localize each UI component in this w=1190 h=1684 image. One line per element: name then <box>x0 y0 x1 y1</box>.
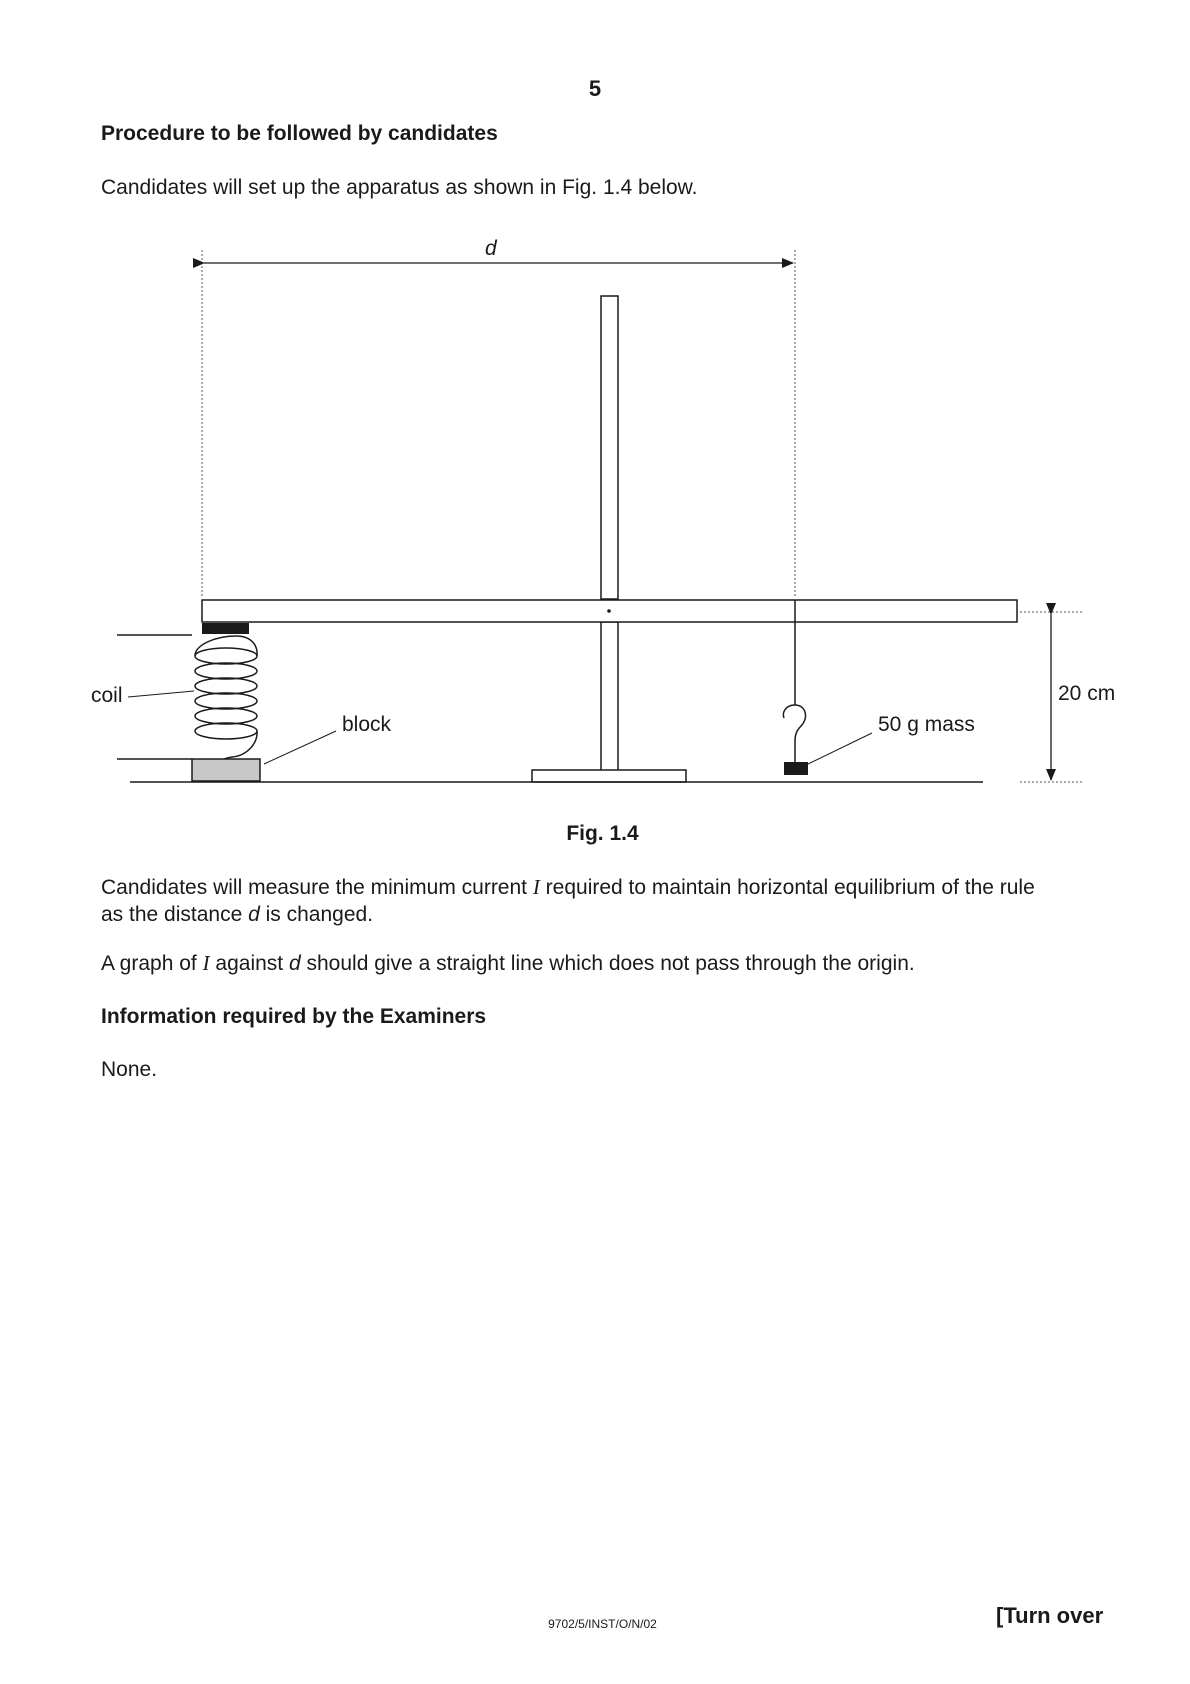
intro-paragraph: Candidates will set up the apparatus as shown in Fig. 1.4 below. <box>101 176 698 199</box>
stand-rod-upper <box>601 296 618 599</box>
mass-leader-line <box>806 733 872 765</box>
footer-code: 9702/5/INST/O/N/02 <box>548 1617 657 1631</box>
label-mass: 50 g mass <box>878 713 975 736</box>
coil-leader-line <box>128 691 194 697</box>
variable-d: d <box>248 903 260 926</box>
stand-rod-lower <box>601 622 618 771</box>
variable-I: I <box>202 951 210 975</box>
graph-paragraph: A graph of I against d should give a straight line which does not pass through the origin. <box>101 951 915 975</box>
label-coil: coil <box>91 684 123 707</box>
label-block: block <box>342 713 392 736</box>
stand-base <box>532 770 686 782</box>
variable-I: I <box>532 875 540 899</box>
variable-d: d <box>288 952 301 975</box>
page-number: 5 <box>588 76 602 101</box>
magnet <box>202 623 249 634</box>
figure-caption: Fig. 1.4 <box>566 822 639 845</box>
examiners-text: None. <box>101 1058 158 1081</box>
apparatus-diagram <box>0 0 1190 800</box>
coil <box>195 636 257 760</box>
label-height: 20 cm <box>1058 682 1116 705</box>
block-leader-line <box>264 731 336 764</box>
turn-over: [Turn over <box>996 1603 1104 1628</box>
examiners-heading: Information required by the Examiners <box>101 1005 487 1028</box>
mass-50g <box>784 762 808 775</box>
procedure-heading: Procedure to be followed by candidates <box>101 122 498 145</box>
label-d: d <box>485 237 497 260</box>
pivot-point <box>607 609 611 613</box>
measurement-paragraph: Candidates will measure the minimum current I required to maintain horizontal equilibrium of the rule as the distance d is changed. <box>101 875 1035 926</box>
block <box>192 759 260 781</box>
mass-hook <box>795 705 806 763</box>
